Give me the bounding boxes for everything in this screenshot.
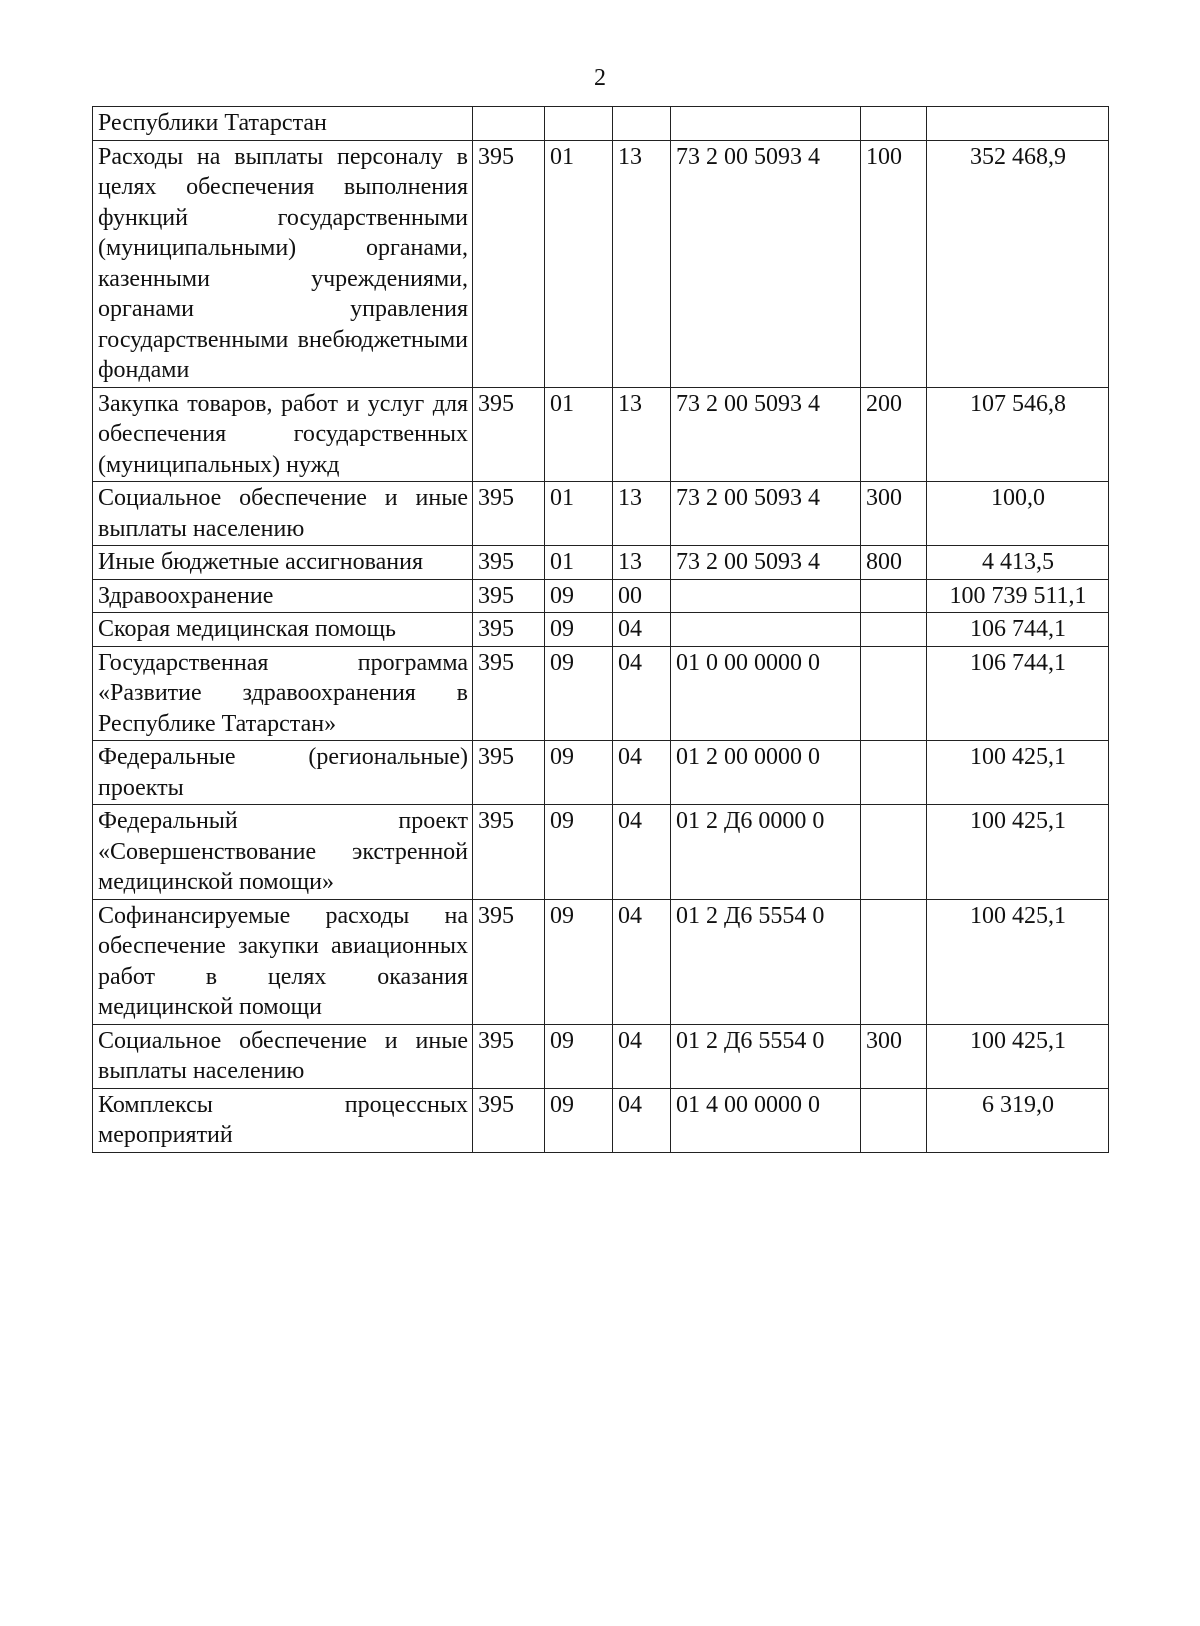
cell-subsection: 00 (613, 579, 671, 613)
cell-target: 01 0 00 0000 0 (671, 646, 861, 741)
cell-admin: 395 (473, 546, 545, 580)
cell-section: 09 (545, 741, 613, 805)
cell-amount: 106 744,1 (927, 646, 1109, 741)
cell-section: 09 (545, 805, 613, 900)
cell-expense-type (861, 805, 927, 900)
cell-expense-type (861, 741, 927, 805)
cell-expense-type: 200 (861, 387, 927, 482)
cell-amount: 352 468,9 (927, 140, 1109, 387)
cell-section: 01 (545, 140, 613, 387)
cell-target: 01 2 Д6 5554 0 (671, 899, 861, 1024)
cell-name: Федеральные (региональные) проекты (93, 741, 473, 805)
cell-section: 09 (545, 1088, 613, 1152)
cell-name: Расходы на выплаты персоналу в целях обеспечения выполнения функций государственными (муниципальными) органами, казенными учреждениями, органами управления государственными внебюджетными фондами (93, 140, 473, 387)
cell-expense-type (861, 1088, 927, 1152)
cell-target: 01 2 Д6 5554 0 (671, 1024, 861, 1088)
cell-amount: 100 425,1 (927, 805, 1109, 900)
cell-subsection: 04 (613, 646, 671, 741)
table-row (93, 107, 1109, 141)
cell-admin: 395 (473, 899, 545, 1024)
cell-subsection: 13 (613, 482, 671, 546)
cell-admin (473, 107, 545, 141)
table-row (93, 613, 1109, 647)
cell-expense-type (861, 613, 927, 647)
cell-subsection: 04 (613, 741, 671, 805)
cell-section: 09 (545, 646, 613, 741)
cell-name: Республики Татарстан (93, 107, 473, 141)
cell-section: 09 (545, 899, 613, 1024)
cell-amount: 100 739 511,1 (927, 579, 1109, 613)
cell-admin: 395 (473, 387, 545, 482)
cell-admin: 395 (473, 1024, 545, 1088)
cell-admin: 395 (473, 646, 545, 741)
cell-expense-type: 300 (861, 482, 927, 546)
cell-expense-type: 800 (861, 546, 927, 580)
page-number: 2 (594, 65, 606, 91)
cell-amount: 6 319,0 (927, 1088, 1109, 1152)
budget-table (92, 106, 1109, 1153)
cell-target: 73 2 00 5093 4 (671, 140, 861, 387)
cell-subsection: 13 (613, 140, 671, 387)
cell-admin: 395 (473, 613, 545, 647)
cell-amount: 107 546,8 (927, 387, 1109, 482)
table-body (93, 107, 1109, 1153)
table-row (93, 579, 1109, 613)
cell-subsection: 04 (613, 1024, 671, 1088)
cell-target: 73 2 00 5093 4 (671, 482, 861, 546)
table-row (93, 741, 1109, 805)
cell-name: Государственная программа «Развитие здравоохранения в Республике Татарстан» (93, 646, 473, 741)
cell-target (671, 107, 861, 141)
cell-subsection (613, 107, 671, 141)
cell-subsection: 13 (613, 387, 671, 482)
cell-target: 01 2 00 0000 0 (671, 741, 861, 805)
cell-subsection: 04 (613, 899, 671, 1024)
cell-name: Иные бюджетные ассигнования (93, 546, 473, 580)
cell-expense-type: 300 (861, 1024, 927, 1088)
cell-subsection: 04 (613, 613, 671, 647)
cell-expense-type (861, 899, 927, 1024)
cell-subsection: 04 (613, 805, 671, 900)
cell-expense-type (861, 107, 927, 141)
cell-name: Социальное обеспечение и иные выплаты населению (93, 482, 473, 546)
table-row (93, 899, 1109, 1024)
table-row (93, 482, 1109, 546)
cell-target: 01 2 Д6 0000 0 (671, 805, 861, 900)
cell-admin: 395 (473, 1088, 545, 1152)
cell-target: 73 2 00 5093 4 (671, 546, 861, 580)
cell-amount: 4 413,5 (927, 546, 1109, 580)
table-row (93, 140, 1109, 387)
cell-expense-type (861, 646, 927, 741)
cell-name: Софинансируемые расходы на обеспечение закупки авиационных работ в целях оказания медицинской помощи (93, 899, 473, 1024)
cell-expense-type: 100 (861, 140, 927, 387)
cell-name: Комплексы процессных мероприятий (93, 1088, 473, 1152)
cell-amount: 100,0 (927, 482, 1109, 546)
cell-section: 01 (545, 387, 613, 482)
cell-amount (927, 107, 1109, 141)
cell-section: 09 (545, 579, 613, 613)
cell-amount: 100 425,1 (927, 899, 1109, 1024)
cell-expense-type (861, 579, 927, 613)
cell-subsection: 04 (613, 1088, 671, 1152)
cell-section: 09 (545, 1024, 613, 1088)
cell-section (545, 107, 613, 141)
cell-target (671, 613, 861, 647)
table-row (93, 1088, 1109, 1152)
cell-name: Федеральный проект «Совершенствование экстренной медицинской помощи» (93, 805, 473, 900)
cell-name: Скорая медицинская помощь (93, 613, 473, 647)
cell-amount: 100 425,1 (927, 1024, 1109, 1088)
cell-admin: 395 (473, 579, 545, 613)
table-row (93, 646, 1109, 741)
cell-amount: 106 744,1 (927, 613, 1109, 647)
cell-target (671, 579, 861, 613)
cell-target: 73 2 00 5093 4 (671, 387, 861, 482)
cell-subsection: 13 (613, 546, 671, 580)
cell-name: Здравоохранение (93, 579, 473, 613)
cell-target: 01 4 00 0000 0 (671, 1088, 861, 1152)
cell-admin: 395 (473, 805, 545, 900)
cell-section: 09 (545, 613, 613, 647)
table-row (93, 546, 1109, 580)
cell-admin: 395 (473, 741, 545, 805)
table-row (93, 1024, 1109, 1088)
cell-name: Социальное обеспечение и иные выплаты населению (93, 1024, 473, 1088)
cell-admin: 395 (473, 482, 545, 546)
cell-section: 01 (545, 482, 613, 546)
cell-section: 01 (545, 546, 613, 580)
cell-name: Закупка товаров, работ и услуг для обеспечения государственных (муниципальных) нужд (93, 387, 473, 482)
table-row (93, 805, 1109, 900)
table-row (93, 387, 1109, 482)
cell-amount: 100 425,1 (927, 741, 1109, 805)
cell-admin: 395 (473, 140, 545, 387)
